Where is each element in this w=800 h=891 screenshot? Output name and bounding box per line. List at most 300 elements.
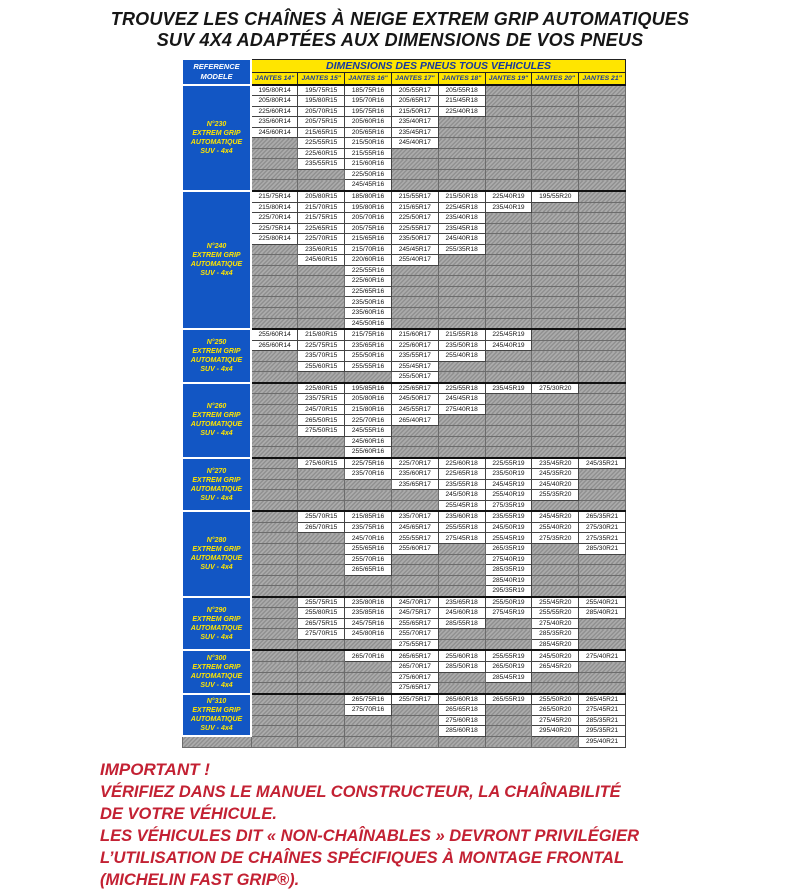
tire-size-cell: 275/35R19: [485, 500, 532, 511]
empty-cell: [532, 351, 579, 362]
tire-size-cell: 255/40R19: [485, 490, 532, 501]
tire-size-cell: 205/70R15: [298, 106, 345, 117]
tire-size-cell: 205/70R16: [345, 213, 392, 224]
tire-size-cell: 265/65R16: [345, 565, 392, 576]
empty-cell: [251, 148, 298, 159]
tire-size-cell: 255/60R18: [438, 650, 485, 661]
empty-cell: [532, 544, 579, 555]
empty-cell: [532, 234, 579, 245]
tire-size-cell: 275/40R18: [438, 404, 485, 415]
tire-size-cell: 245/65R17: [391, 522, 438, 533]
tire-size-cell: 255/60R17: [391, 544, 438, 555]
empty-cell: [532, 96, 579, 107]
tire-size-cell: 205/60R16: [345, 117, 392, 128]
tire-size-cell: 235/80R16: [345, 597, 392, 608]
model-label-line: AUTOMATIQUE: [190, 555, 243, 563]
empty-cell: [532, 180, 579, 191]
empty-cell: [579, 639, 626, 650]
empty-cell: [485, 223, 532, 234]
tire-size-cell: 265/50R19: [485, 662, 532, 673]
tire-size-cell: 205/75R15: [298, 117, 345, 128]
tire-size-cell: 245/50R17: [391, 394, 438, 405]
tire-size-cell: 225/60R16: [345, 276, 392, 287]
tire-size-cell: 275/60R17: [391, 672, 438, 683]
empty-cell: [391, 736, 438, 747]
tire-size-cell: 295/35R19: [485, 586, 532, 597]
jantes-header: JANTES 21": [579, 72, 626, 85]
model-label-line: N°260: [206, 403, 227, 411]
tire-size-cell: 235/75R16: [345, 522, 392, 533]
tire-size-cell: 225/50R16: [345, 169, 392, 180]
tire-size-cell: 225/55R16: [345, 265, 392, 276]
model-label-line: SUV - 4x4: [200, 564, 233, 572]
tire-size-cell: 275/70R15: [298, 629, 345, 640]
empty-cell: [579, 329, 626, 340]
tire-size-cell: 215/60R17: [391, 329, 438, 340]
empty-cell: [579, 127, 626, 138]
empty-cell: [438, 169, 485, 180]
tire-size-cell: 245/45R20: [532, 511, 579, 522]
tire-size-cell: 255/40R21: [579, 597, 626, 608]
empty-cell: [345, 672, 392, 683]
empty-cell: [579, 490, 626, 501]
tire-size-cell: 225/80R14: [251, 234, 298, 245]
empty-cell: [251, 415, 298, 426]
empty-cell: [438, 255, 485, 266]
tire-size-cell: 285/45R19: [485, 672, 532, 683]
tire-size-cell: 235/60R18: [438, 511, 485, 522]
empty-cell: [251, 276, 298, 287]
empty-cell: [532, 117, 579, 128]
empty-cell: [298, 297, 345, 308]
empty-cell: [532, 213, 579, 224]
jantes-header: JANTES 14": [251, 72, 298, 85]
tire-size-cell: 295/40R20: [532, 726, 579, 737]
empty-cell: [579, 383, 626, 394]
empty-cell: [251, 436, 298, 447]
notice-line: (MICHELIN FAST GRIP®).: [100, 870, 300, 889]
empty-cell: [485, 404, 532, 415]
empty-cell: [251, 426, 298, 437]
tire-size-cell: 195/70R16: [345, 96, 392, 107]
table-body: [182, 85, 626, 748]
empty-cell: [251, 307, 298, 318]
empty-cell: [298, 726, 345, 737]
empty-cell: [532, 202, 579, 213]
model-label-line: EXTREM GRIP: [192, 707, 241, 715]
empty-cell: [251, 159, 298, 170]
empty-cell: [579, 683, 626, 694]
model-label-line: AUTOMATIQUE: [190, 624, 243, 632]
empty-cell: [251, 639, 298, 650]
tire-size-cell: 285/35R20: [532, 629, 579, 640]
tire-size-cell: 275/45R19: [485, 608, 532, 619]
tire-size-cell: 225/65R15: [298, 223, 345, 234]
empty-cell: [298, 650, 345, 661]
tire-size-cell: 225/60R18: [438, 458, 485, 469]
empty-cell: [251, 479, 298, 490]
empty-cell: [298, 169, 345, 180]
empty-cell: [391, 318, 438, 329]
tire-size-cell: 255/45R19: [485, 533, 532, 544]
tire-size-cell: 235/45R17: [391, 127, 438, 138]
empty-cell: [579, 361, 626, 372]
empty-cell: [485, 117, 532, 128]
empty-cell: [579, 415, 626, 426]
table-row: [182, 191, 626, 202]
empty-cell: [298, 276, 345, 287]
empty-cell: [485, 180, 532, 191]
notice-line: DE VOTRE VÉHICULE.: [100, 804, 277, 823]
tire-size-cell: 245/45R19: [485, 479, 532, 490]
empty-cell: [438, 361, 485, 372]
model-label-line: SUV - 4x4: [200, 147, 233, 155]
table-row: [182, 650, 626, 661]
reference-header-line: REFERENCE: [193, 61, 240, 71]
table-row: [182, 85, 626, 96]
empty-cell: [579, 286, 626, 297]
empty-cell: [579, 479, 626, 490]
model-label-cell: [182, 85, 251, 191]
tire-size-cell: 255/50R16: [345, 351, 392, 362]
model-label-cell: [182, 650, 251, 693]
tire-size-cell: 265/55R19: [485, 694, 532, 705]
tire-size-cell: 225/45R19: [485, 329, 532, 340]
tire-size-cell: 285/40R19: [485, 575, 532, 586]
table-row: [182, 458, 626, 469]
empty-cell: [532, 340, 579, 351]
empty-cell: [532, 361, 579, 372]
empty-cell: [438, 629, 485, 640]
tire-size-cell: 235/65R17: [391, 479, 438, 490]
empty-cell: [391, 148, 438, 159]
tire-size-cell: 255/50R19: [485, 597, 532, 608]
tire-size-cell: 185/80R16: [345, 191, 392, 202]
tire-size-cell: 265/65R18: [438, 705, 485, 716]
tire-size-cell: 235/75R15: [298, 394, 345, 405]
tire-size-cell: 225/80R15: [298, 383, 345, 394]
empty-cell: [251, 650, 298, 661]
tire-size-cell: 275/45R20: [532, 715, 579, 726]
tire-size-cell: 235/65R16: [345, 340, 392, 351]
empty-cell: [345, 715, 392, 726]
empty-cell: [485, 394, 532, 405]
tire-size-cell: 195/75R16: [345, 106, 392, 117]
empty-cell: [438, 586, 485, 597]
tire-size-cell: 195/80R14: [251, 85, 298, 96]
model-label-line: AUTOMATIQUE: [190, 138, 243, 146]
tire-size-cell: 215/80R15: [298, 329, 345, 340]
empty-cell: [438, 286, 485, 297]
empty-cell: [438, 672, 485, 683]
empty-cell: [485, 639, 532, 650]
tire-size-cell: 215/70R15: [298, 202, 345, 213]
empty-cell: [532, 276, 579, 287]
empty-cell: [345, 490, 392, 501]
tire-size-cell: 195/85R16: [345, 383, 392, 394]
empty-cell: [391, 565, 438, 576]
empty-cell: [391, 159, 438, 170]
tire-size-cell: 235/70R17: [391, 511, 438, 522]
empty-cell: [485, 169, 532, 180]
tire-size-cell: 215/55R16: [345, 148, 392, 159]
empty-cell: [298, 575, 345, 586]
empty-cell: [298, 436, 345, 447]
empty-cell: [251, 533, 298, 544]
model-label-line: N°280: [206, 537, 227, 545]
model-label-line: N°250: [206, 338, 227, 346]
tire-size-cell: 225/75R16: [345, 458, 392, 469]
tire-size-cell: 245/60R16: [345, 436, 392, 447]
tire-size-cell: 265/35R21: [579, 511, 626, 522]
empty-cell: [485, 297, 532, 308]
empty-cell: [485, 318, 532, 329]
model-label-line: N°240: [206, 243, 227, 251]
empty-cell: [251, 554, 298, 565]
tire-size-cell: 245/60R15: [298, 255, 345, 266]
empty-cell: [391, 307, 438, 318]
empty-cell: [345, 683, 392, 694]
tire-size-cell: 225/75R15: [298, 340, 345, 351]
tire-size-cell: 275/60R15: [298, 458, 345, 469]
snow-chain-size-table: [181, 58, 626, 748]
empty-cell: [438, 297, 485, 308]
empty-cell: [438, 180, 485, 191]
empty-cell: [298, 694, 345, 705]
tire-size-cell: 285/40R21: [579, 608, 626, 619]
empty-cell: [251, 544, 298, 555]
empty-cell: [579, 500, 626, 511]
tire-size-cell: 215/70R16: [345, 244, 392, 255]
tire-size-cell: 255/50R17: [391, 372, 438, 383]
tire-size-cell: 255/45R18: [438, 500, 485, 511]
model-label-cell: [182, 597, 251, 651]
tire-size-cell: 225/55R15: [298, 138, 345, 149]
empty-cell: [532, 436, 579, 447]
empty-cell: [438, 307, 485, 318]
empty-cell: [532, 286, 579, 297]
tire-size-cell: 265/50R20: [532, 705, 579, 716]
tire-size-cell: 235/85R16: [345, 608, 392, 619]
empty-cell: [579, 662, 626, 673]
empty-cell: [251, 500, 298, 511]
tire-size-cell: 255/55R20: [532, 608, 579, 619]
tire-size-cell: 235/65R18: [438, 597, 485, 608]
page-title-line1: TROUVEZ LES CHAÎNES À NEIGE EXTREM GRIP AUTOMATIQUES: [110, 9, 690, 29]
tire-size-cell: 205/80R15: [298, 191, 345, 202]
model-label-line: AUTOMATIQUE: [190, 261, 243, 269]
model-label-cell: [182, 383, 251, 458]
empty-cell: [579, 340, 626, 351]
tire-size-cell: 235/45R19: [485, 383, 532, 394]
empty-cell: [438, 148, 485, 159]
empty-cell: [485, 436, 532, 447]
tire-size-cell: 275/45R21: [579, 705, 626, 716]
notice-line: VÉRIFIEZ DANS LE MANUEL CONSTRUCTEUR, LA CHAÎNABILITÉ: [100, 782, 621, 801]
tire-size-cell: 265/40R17: [391, 415, 438, 426]
tire-size-cell: 235/50R18: [438, 340, 485, 351]
empty-cell: [579, 244, 626, 255]
empty-cell: [579, 554, 626, 565]
empty-cell: [251, 244, 298, 255]
empty-cell: [485, 351, 532, 362]
tire-size-cell: 235/60R17: [391, 469, 438, 480]
tire-size-cell: 255/35R18: [438, 244, 485, 255]
table-row: [182, 511, 626, 522]
jantes-header: JANTES 15": [298, 72, 345, 85]
tire-size-cell: 265/45R21: [579, 694, 626, 705]
empty-cell: [298, 544, 345, 555]
empty-cell: [579, 575, 626, 586]
empty-cell: [438, 265, 485, 276]
tire-size-cell: 295/40R21: [579, 736, 626, 747]
tire-size-cell: 225/65R16: [345, 286, 392, 297]
tire-size-cell: 225/60R14: [251, 106, 298, 117]
tire-size-cell: 235/70R15: [298, 351, 345, 362]
tire-size-cell: 235/55R17: [391, 351, 438, 362]
empty-cell: [485, 683, 532, 694]
tire-size-cell: 235/60R16: [345, 307, 392, 318]
empty-cell: [438, 372, 485, 383]
empty-cell: [579, 169, 626, 180]
empty-cell: [579, 436, 626, 447]
empty-cell: [438, 159, 485, 170]
empty-cell: [532, 148, 579, 159]
empty-cell: [579, 96, 626, 107]
dimensions-banner: DIMENSIONS DES PNEUS TOUS VEHICULES: [251, 59, 626, 72]
empty-cell: [251, 672, 298, 683]
tire-size-cell: 215/80R14: [251, 202, 298, 213]
empty-cell: [298, 533, 345, 544]
tire-size-cell: 235/60R14: [251, 117, 298, 128]
tire-size-cell: 285/60R18: [438, 726, 485, 737]
empty-cell: [532, 307, 579, 318]
model-label-line: N°270: [206, 467, 227, 475]
empty-cell: [251, 618, 298, 629]
tire-size-cell: 275/30R21: [579, 522, 626, 533]
tire-size-cell: 245/50R19: [485, 522, 532, 533]
tire-size-cell: 275/60R18: [438, 715, 485, 726]
tire-size-cell: 235/50R17: [391, 234, 438, 245]
empty-cell: [298, 500, 345, 511]
reference-model-header: [182, 59, 251, 85]
empty-cell: [391, 297, 438, 308]
model-label-line: AUTOMATIQUE: [190, 356, 243, 364]
empty-cell: [579, 234, 626, 245]
empty-cell: [485, 96, 532, 107]
tire-size-cell: 235/60R15: [298, 244, 345, 255]
empty-cell: [438, 117, 485, 128]
model-label-line: SUV - 4x4: [200, 725, 233, 733]
empty-cell: [485, 234, 532, 245]
tire-size-cell: 285/45R20: [532, 639, 579, 650]
empty-cell: [532, 85, 579, 96]
empty-cell: [251, 265, 298, 276]
tire-size-cell: 255/35R20: [532, 490, 579, 501]
tire-size-cell: 265/60R14: [251, 340, 298, 351]
tire-size-cell: 255/65R16: [345, 544, 392, 555]
notice-line: L’UTILISATION DE CHAÎNES SPÉCIFIQUES À MONTAGE FRONTAL: [100, 848, 625, 867]
tire-size-cell: 245/50R20: [532, 650, 579, 661]
empty-cell: [251, 683, 298, 694]
tire-size-cell: 255/75R17: [391, 694, 438, 705]
tire-size-cell: 215/45R18: [438, 96, 485, 107]
empty-cell: [485, 127, 532, 138]
tire-size-cell: 225/70R16: [345, 415, 392, 426]
tire-size-cell: 195/75R15: [298, 85, 345, 96]
tire-size-cell: 275/35R21: [579, 533, 626, 544]
model-label-line: EXTREM GRIP: [192, 412, 241, 420]
tire-size-cell: 205/55R18: [438, 85, 485, 96]
empty-cell: [485, 138, 532, 149]
empty-cell: [532, 297, 579, 308]
tire-size-cell: 265/70R15: [298, 522, 345, 533]
model-label-cell: [182, 694, 251, 737]
empty-cell: [345, 662, 392, 673]
model-label-line: AUTOMATIQUE: [190, 673, 243, 681]
tire-size-cell: 265/70R16: [345, 650, 392, 661]
empty-cell: [532, 565, 579, 576]
tire-size-cell: 225/60R15: [298, 148, 345, 159]
empty-cell: [532, 404, 579, 415]
empty-cell: [251, 404, 298, 415]
empty-cell: [345, 372, 392, 383]
tire-size-cell: 275/35R20: [532, 533, 579, 544]
empty-cell: [579, 138, 626, 149]
empty-cell: [251, 662, 298, 673]
empty-cell: [532, 372, 579, 383]
tire-size-cell: 255/55R17: [391, 533, 438, 544]
empty-cell: [298, 265, 345, 276]
tire-size-cell: 205/80R16: [345, 394, 392, 405]
tire-size-cell: 255/60R16: [345, 447, 392, 458]
empty-cell: [579, 85, 626, 96]
empty-cell: [251, 372, 298, 383]
model-label-line: EXTREM GRIP: [192, 476, 241, 484]
tire-size-cell: 225/70R15: [298, 234, 345, 245]
tire-size-cell: 235/70R16: [345, 469, 392, 480]
empty-cell: [485, 629, 532, 640]
tire-size-cell: 225/65R18: [438, 469, 485, 480]
empty-cell: [579, 672, 626, 683]
empty-cell: [485, 726, 532, 737]
tire-size-cell: 245/35R20: [532, 469, 579, 480]
empty-cell: [391, 436, 438, 447]
empty-cell: [438, 415, 485, 426]
empty-cell: [532, 415, 579, 426]
tire-dimensions-table-wrapper: [181, 58, 626, 748]
tire-size-cell: 255/50R20: [532, 694, 579, 705]
tire-size-cell: 245/70R17: [391, 597, 438, 608]
tire-size-cell: 215/55R18: [438, 329, 485, 340]
tire-size-cell: 245/80R16: [345, 629, 392, 640]
tire-size-cell: 245/35R21: [579, 458, 626, 469]
empty-cell: [532, 447, 579, 458]
tire-size-cell: 195/80R16: [345, 202, 392, 213]
empty-cell: [251, 180, 298, 191]
tire-size-cell: 215/80R16: [345, 404, 392, 415]
empty-cell: [251, 286, 298, 297]
empty-cell: [298, 490, 345, 501]
empty-cell: [345, 726, 392, 737]
empty-cell: [251, 522, 298, 533]
tire-size-cell: 235/55R19: [485, 511, 532, 522]
notice-line: LES VÉHICULES DIT « NON-CHAÎNABLES » DEVRONT PRIVILÉGIER: [100, 826, 640, 845]
header-row-banner: [182, 59, 626, 72]
empty-cell: [532, 159, 579, 170]
tire-size-cell: 245/70R15: [298, 404, 345, 415]
tire-size-cell: 255/65R17: [391, 618, 438, 629]
